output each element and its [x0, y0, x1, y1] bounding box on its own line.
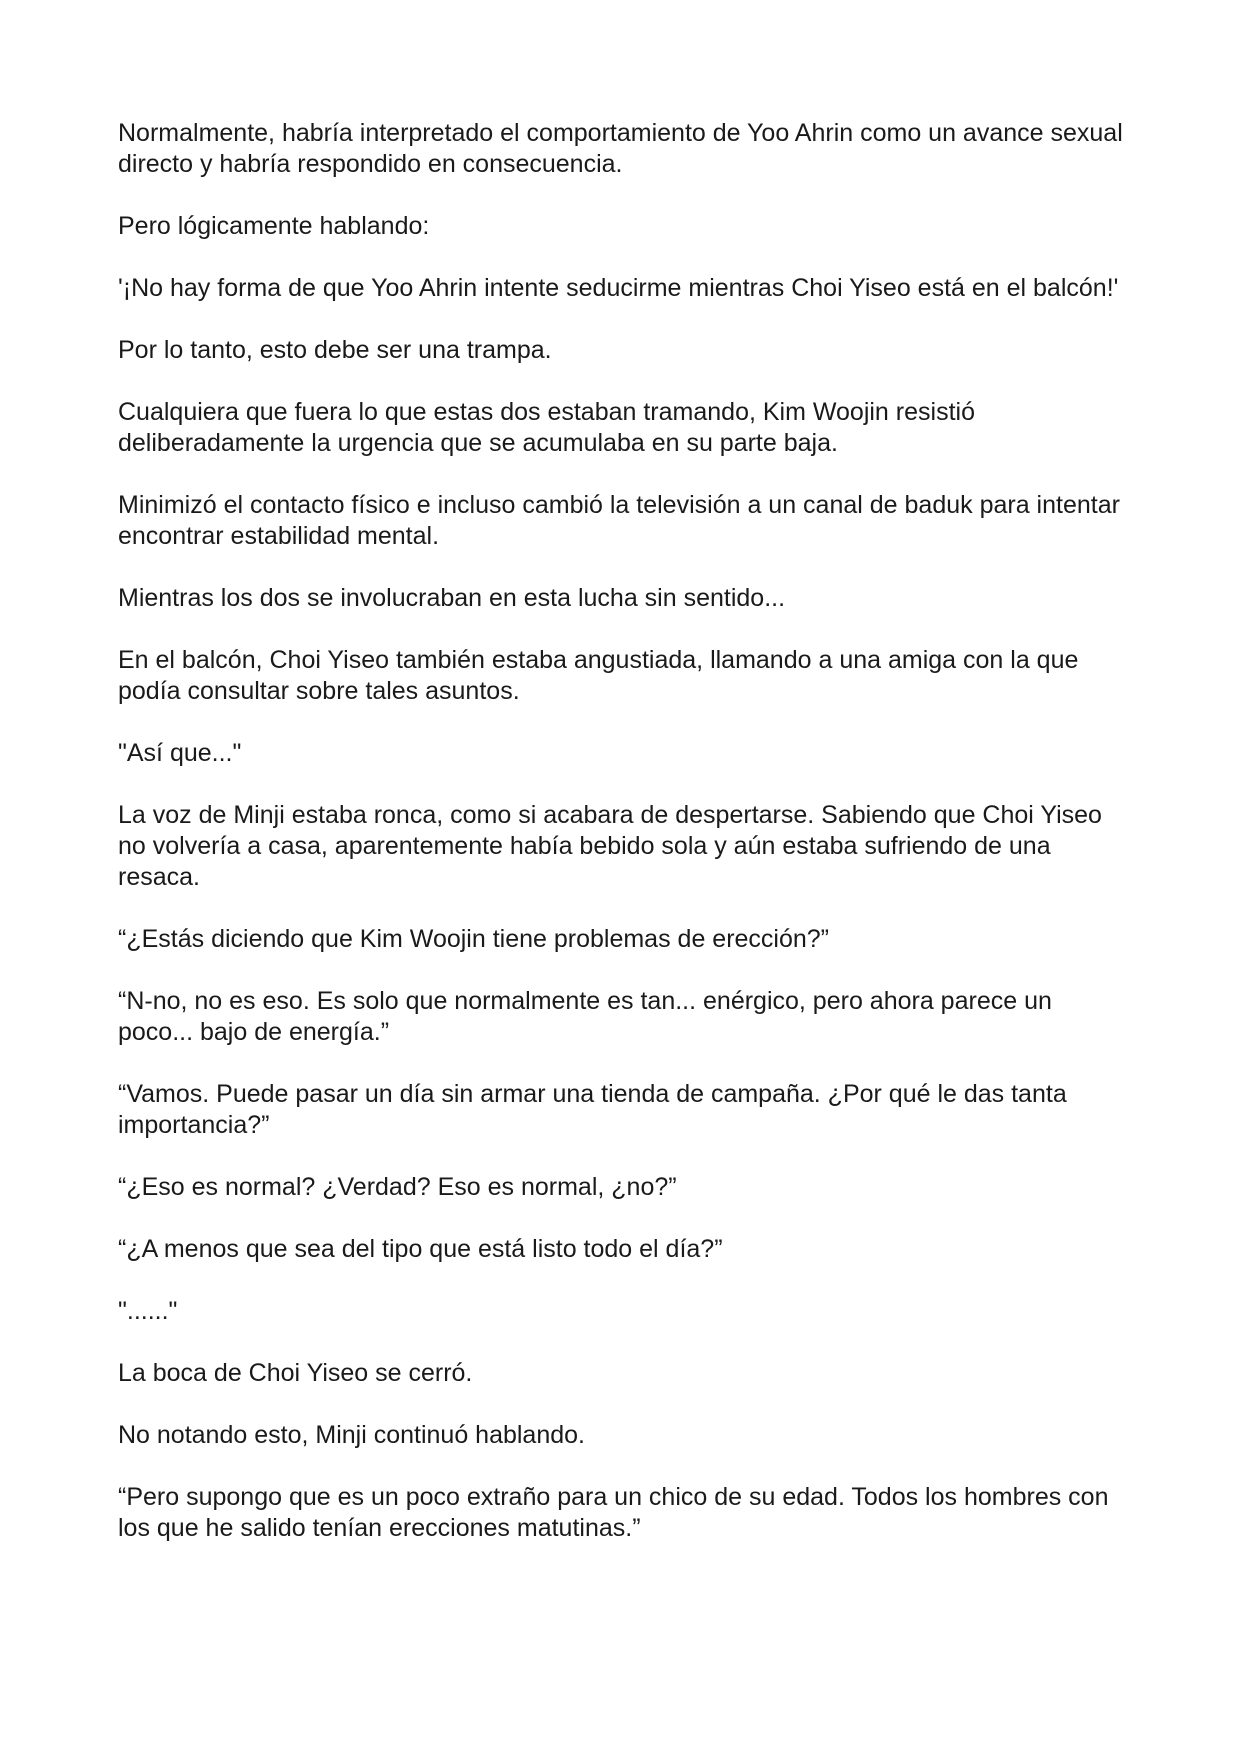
paragraph: Minimizó el contacto físico e incluso cambió la televisión a un canal de baduk para intentar encontrar estabilidad mental.: [118, 491, 1120, 550]
paragraph: Pero lógicamente hablando:: [118, 212, 430, 240]
paragraph: Cualquiera que fuera lo que estas dos estaban tramando, Kim Woojin resistió deliberadamente la urgencia que se acumulaba en su parte baja.: [118, 398, 975, 457]
paragraph: Mientras los dos se involucraban en esta lucha sin sentido...: [118, 584, 786, 612]
paragraph: Normalmente, habría interpretado el comportamiento de Yoo Ahrin como un avance sexual directo y habría respondido en consecuencia.: [118, 119, 1123, 178]
paragraph: La boca de Choi Yiseo se cerró.: [118, 1359, 473, 1387]
paragraph: “N-no, no es eso. Es solo que normalmente es tan... enérgico, pero ahora parece un poco... bajo de energía.”: [118, 987, 1052, 1046]
paragraph: '¡No hay forma de que Yoo Ahrin intente seducirme mientras Choi Yiseo está en el balcón!': [118, 274, 1119, 302]
paragraph: “¿A menos que sea del tipo que está listo todo el día?”: [118, 1235, 723, 1263]
paragraph: Por lo tanto, esto debe ser una trampa.: [118, 336, 552, 364]
paragraph: La voz de Minji estaba ronca, como si acabara de despertarse. Sabiendo que Choi Yiseo no volvería a casa, aparentemente había bebido sola y aún estaba sufriendo de una resaca.: [118, 801, 1102, 891]
paragraph: "......": [118, 1297, 178, 1325]
paragraph: “Pero supongo que es un poco extraño para un chico de su edad. Todos los hombres con los que he salido tenían erecciones matutinas.”: [118, 1483, 1109, 1542]
paragraph: “¿Eso es normal? ¿Verdad? Eso es normal, ¿no?”: [118, 1173, 677, 1201]
document-body: [118, 118, 1128, 1575]
paragraph: “¿Estás diciendo que Kim Woojin tiene problemas de erección?”: [118, 925, 830, 953]
paragraph: “Vamos. Puede pasar un día sin armar una tienda de campaña. ¿Por qué le das tanta importancia?”: [118, 1080, 1067, 1139]
paragraph: "Así que...": [118, 739, 242, 767]
paragraph: En el balcón, Choi Yiseo también estaba angustiada, llamando a una amiga con la que podía consultar sobre tales asuntos.: [118, 646, 1079, 705]
paragraph: No notando esto, Minji continuó hablando.: [118, 1421, 585, 1449]
